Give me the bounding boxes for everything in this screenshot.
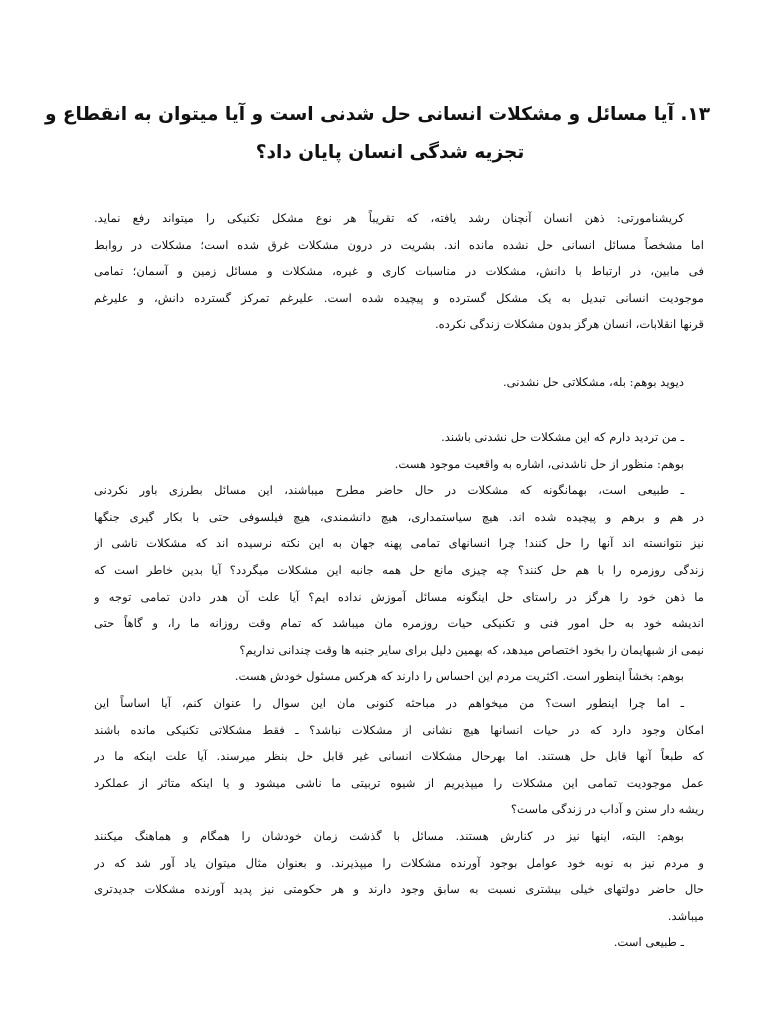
text-line: کریشنامورتی: ذهن انسان آنچنان رشد یافته، که تقریباً هر نوع مشکل تکنیکی را میتواند رفع نماید.	[94, 211, 684, 225]
text-line: قرنها انقلابات، انسان هرگز بدون مشکلات زندگی نکرده.	[434, 317, 704, 332]
text-line: میباشد.	[667, 908, 704, 923]
paragraph-dialogue	[94, 424, 704, 956]
page-title	[44, 96, 710, 172]
text-line: حال حاضر دولتهای خیلی بیشتری نسبت به سابق وجود دارند و هر حکومتی نیز پدید آورنده مشکلات جدیدتری	[94, 882, 704, 897]
text-line: اما مشخصاً مسائل انسانی حل نشده مانده اند. بشریت در درون مشکلات غرق شده است؛ مشکلات در روابط	[94, 237, 704, 252]
text-line: ریشه دار سنن و آداب در زندگی ماست؟	[510, 802, 704, 817]
text-line: ـ طبیعی است، بهمانگونه که مشکلات در حال حاضر مطرح میباشند، این مسائل بطرزی باور نکردنی	[94, 483, 684, 498]
text-line: امکان وجود دارد که در حیات انسانها هیچ نشانی از مشکلات نباشد؟ ـ فقط مشکلاتی تکنیکی مانده باشند	[94, 722, 704, 737]
text-line: موجودیت انسانی تبدیل به یک مشکل گسترده و پیچیده شده است. علیرغم تمرکز گسترده دانش، و علیرغم	[94, 290, 704, 305]
text-line: و مردم نیز به نوبه خود عوامل بوجود آورنده مشکلات را میپذیرند. و بعنوان مثال میتوان یاد آور شد که در	[94, 855, 704, 870]
text-line: ـ طبیعی است.	[613, 935, 684, 950]
paragraph-bohm-reply	[94, 369, 704, 396]
text-line: اندیشه خود به حل امور فنی و تکنیکی حیات روزمره مان میباشد که تمام وقت روزانه ما را، و گاهاً حتی	[94, 616, 704, 631]
paragraph-krishnamurti-intro	[94, 205, 704, 338]
text-line: ـ من تردید دارم که این مشکلات حل نشدنی باشند.	[441, 430, 684, 444]
text-line: ما ذهن خود را هرگز در راستای حل اینگونه مسائل آموزش نداده ایم؟ آیا علت آن هدر دادن تمامی توجه و	[94, 589, 704, 604]
text-line: زندگی روزمره را با هم حل کنند؟ چه چیزی مانع حل همه جانبه این مشکلات میگردد؟ آیا بدین خاطر است که	[94, 562, 704, 577]
title-line: ۱۳. آیا مسائل و مشکلات انسانی حل شدنی است و آیا میتوان به انقطاع و	[44, 104, 710, 125]
text-line: عمل موجودیت تمامی این مشکلات را میپذیریم از شیوه تربیتی ما ناشی میشود و یا اینکه متاثر از عملکرد	[94, 775, 704, 790]
title-line: تجزیه شدگی انسان پایان داد؟	[255, 142, 525, 163]
text-line: نیمی از شبهایمان را بخود اختصاص میدهد، که بهمین دلیل برای سایر جنبه ها وقت چندانی نداریم؟	[239, 642, 704, 657]
text-line: که طبعاً آنها قابل حل هستند. اما بهرحال مشکلات انسانی غیر قابل حل بنظر میرسند. آیا علت اینکه ما در	[94, 749, 704, 764]
text-line: بوهم: منظور از حل ناشدنی، اشاره به واقعیت موجود هست.	[394, 456, 684, 471]
text-line: ـ اما چرا اینطور است؟ من میخواهم در مباحثه کنونی مان این سوال را عنوان کنم، آیا اساساً این	[94, 695, 684, 710]
text-line: بوهم: بخشاً اینطور است. اکثریت مردم این احساس را دارند که هرکس مسئول خودش هست.	[234, 669, 684, 684]
text-line: فی مابین، در ارتباط با دانش، مشکلات در مناسبات کاری و غیره، مشکلات و مسائل زمین و آسمان؛ تمامی	[94, 264, 704, 279]
text-line: نیز نتوانسته اند آنها را حل کنند! چرا انسانهای تمامی پهنه جهان به این نکته نرسیده اند که مشکلات ناشی از	[94, 536, 704, 551]
text-line: در هم و برهم و پیچیده شده اند. هیچ سیاستمداری، هیچ دانشمندی، هیچ فیلسوفی حتی با بکار گیری جنگها	[94, 509, 704, 524]
text-line: دیوید بوهم: بله، مشکلاتی حل نشدنی.	[502, 375, 684, 389]
text-line: بوهم: البته، اینها نیز در کنارش هستند. مسائل با گذشت زمان خودشان را همگام و هماهنگ میکنند	[94, 828, 684, 843]
